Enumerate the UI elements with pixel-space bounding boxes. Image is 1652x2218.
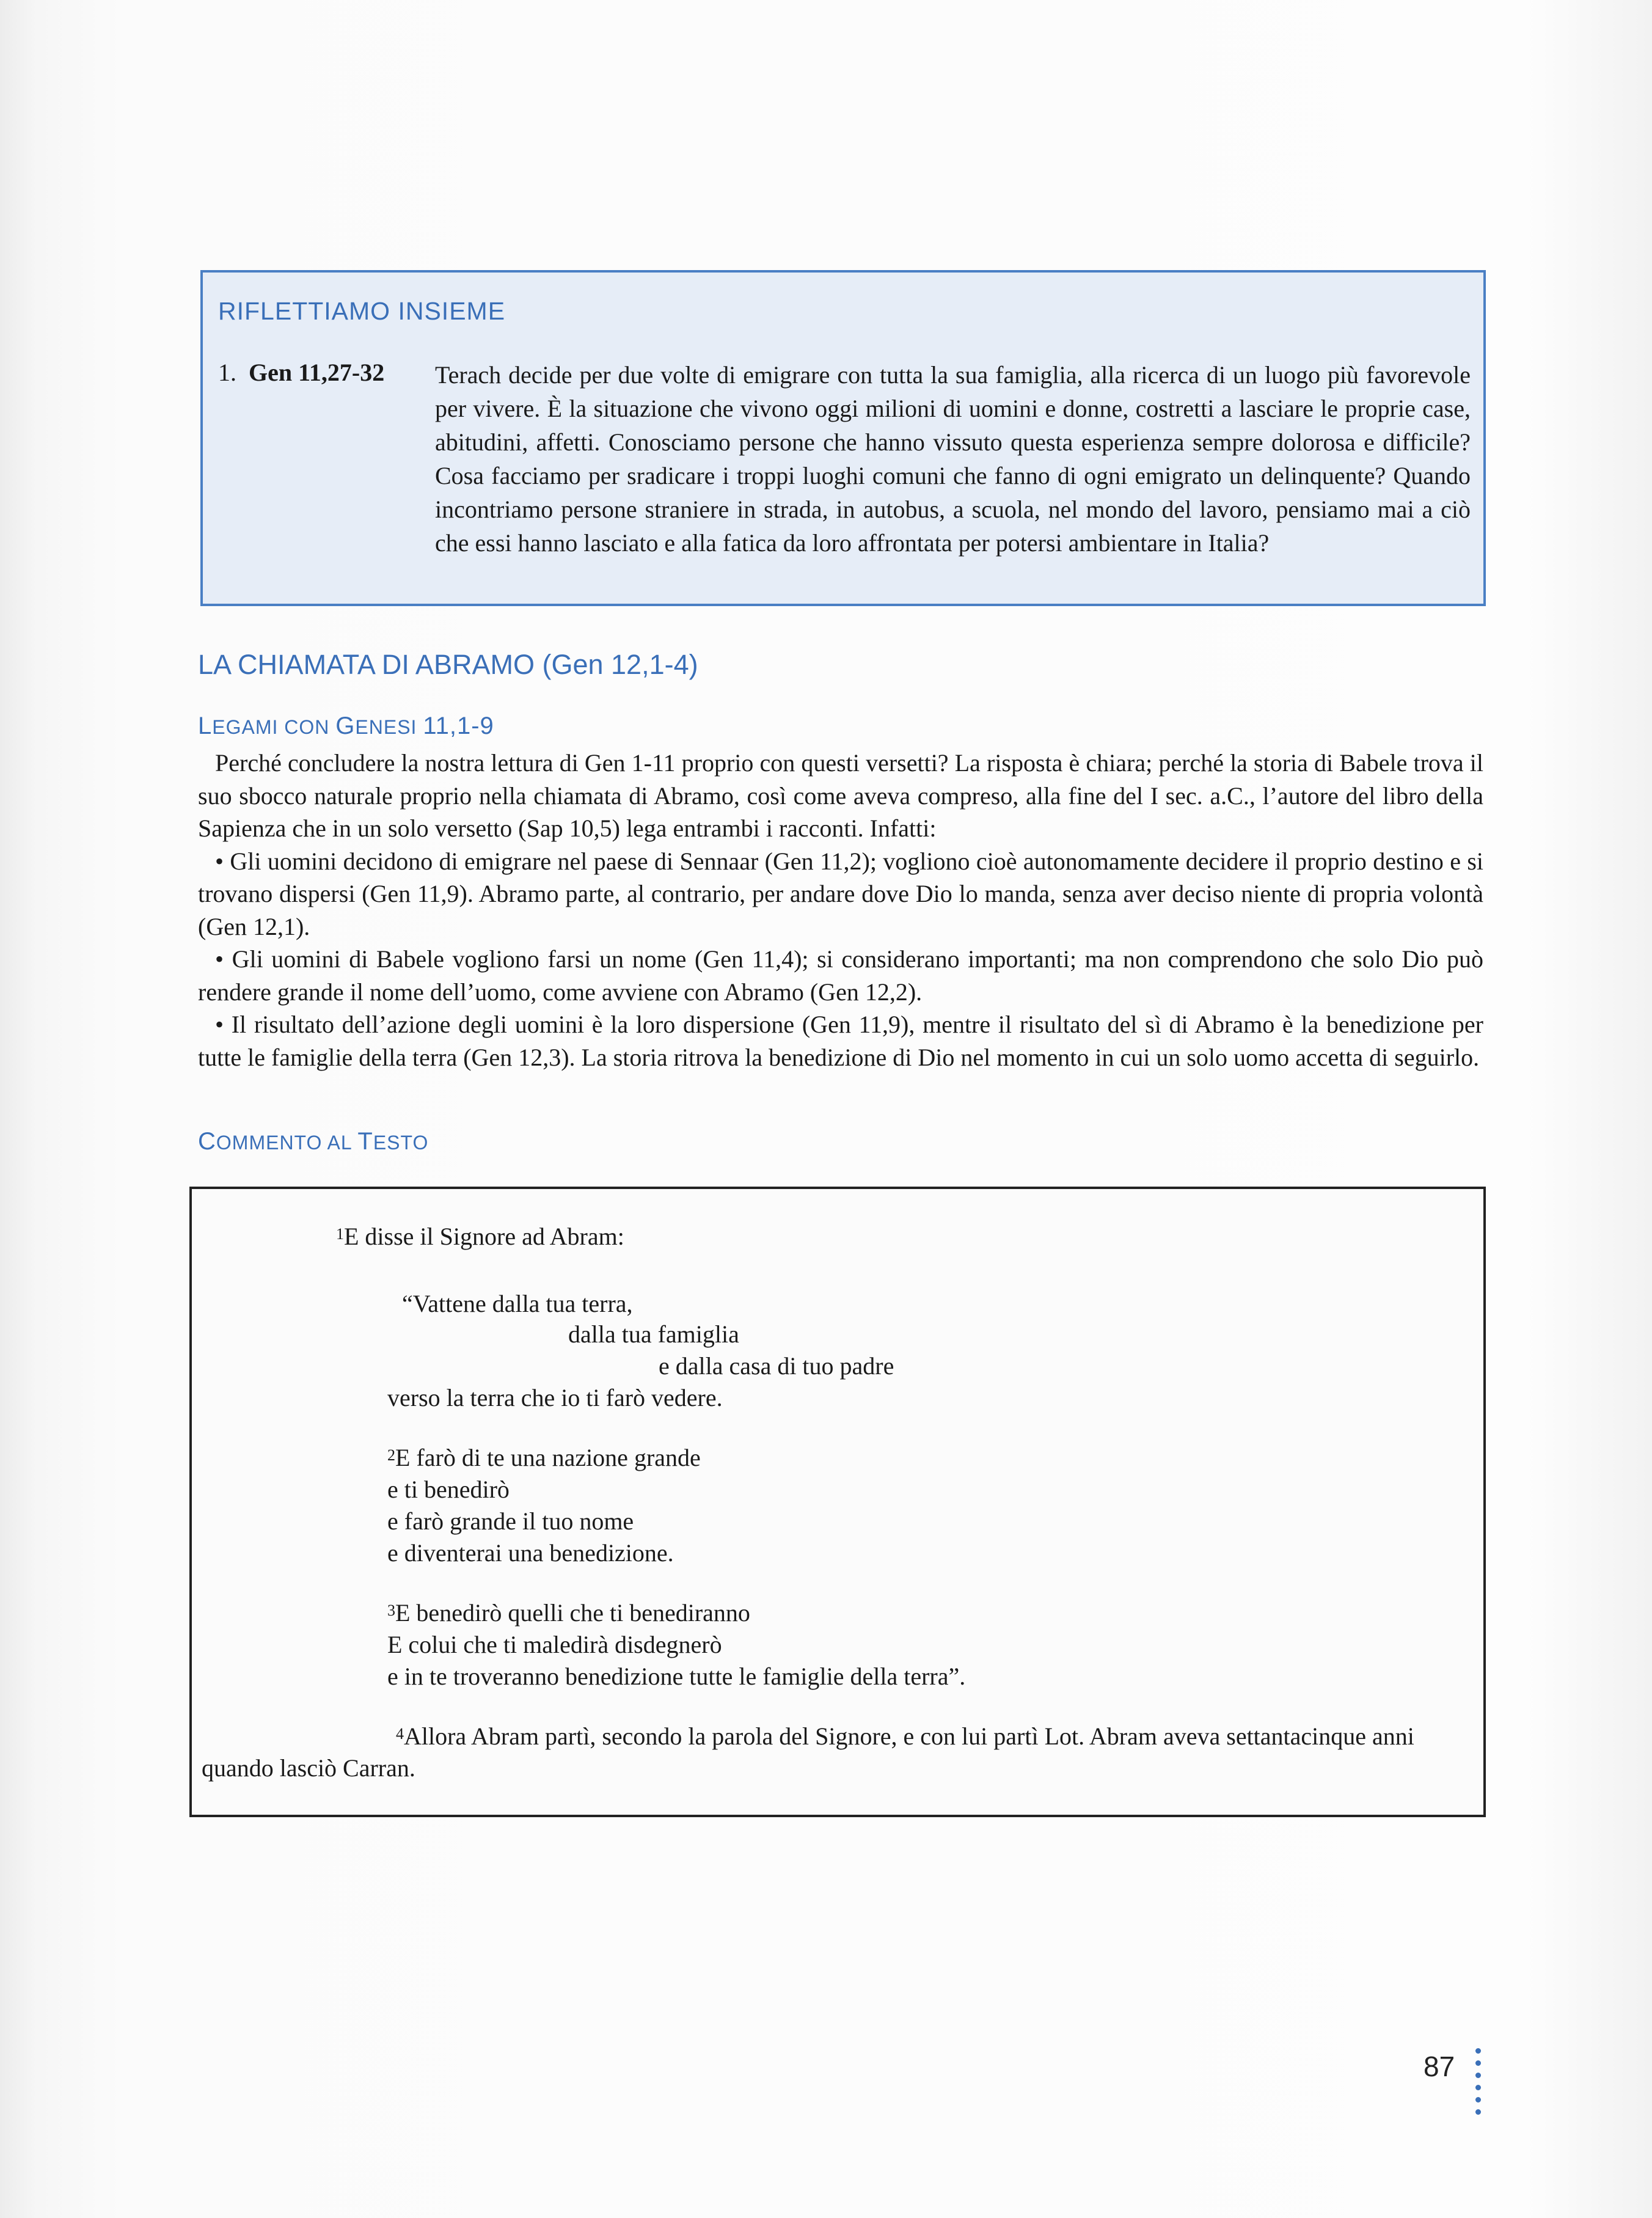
verse-1-intro: $^1$E disse il Signore ad Abram: <box>336 1223 624 1250</box>
subhead-legami-ref: 11,1-9 <box>423 712 494 739</box>
verse-2-line-3: e farò grande il tuo nome <box>387 1507 634 1535</box>
verse-3-line-3: e in te troveranno benedizione tutte le famiglie della terra”. <box>387 1663 966 1690</box>
verse-3-line-1: $^3$E benedirò quelli che ti benediranno <box>387 1599 750 1627</box>
body-text <box>198 747 1483 1074</box>
paragraph: Perché concludere la nostra lettura di Gen 1-11 proprio con questi versetti? La risposta è chiara; perché la storia di Babele trova il suo sbocco naturale proprio nella chiamata di Abramo, così come aveva compreso, alla fine del I sec. a.C., l’autore del libro della Sapienza che in un solo versetto (Sap 10,5) lega entrambi i racconti. Infatti: <box>198 749 1483 842</box>
verse-number: 1 <box>336 1225 344 1243</box>
verse-4-line-2: quando lasciò Carran. <box>202 1754 415 1782</box>
paragraph: • Gli uomini decidono di emigrare nel paese di Sennaar (Gen 11,2); vogliono cioè autonomamente decidere il proprio destino e si trovano dispersi (Gen 11,9). Abramo parte, al contrario, per andare dove Dio lo manda, senza aver deciso niente di propria volontà (Gen 12,1). <box>198 847 1483 940</box>
verse-1-line-3: e dalla casa di tuo padre <box>659 1352 894 1380</box>
verse-1-line-1: “Vattene dalla tua terra, <box>402 1290 633 1317</box>
item-text: Terach decide per due volte di emigrare con tutta la sua famiglia, alla ricerca di un luogo più favorevole per vivere. È la situazione che vivono oggi milioni di uomini e donne, costretti a lasciare le proprie case, abitudini, affetti. Conosciamo persone che hanno vissuto questa esperienza sempre dolorosa e difficile? Cosa facciamo per sradicare i troppi luoghi comuni che fanno di ogni emigrato un delinquente? Quando incontriamo persone straniere in strada, in autobus, a scuola, nel mondo del lavoro, pensiamo mai a ciò che essi hanno lasciato e alla fatica da loro affrontata per potersi ambientare in Italia? <box>435 361 1471 557</box>
verse-4-line-1: $^4$Allora Abram partì, secondo la parola del Signore, e con lui partì Lot. Abram aveva settantacinque anni <box>396 1722 1414 1750</box>
subhead-legami-part2: ENESI <box>355 716 423 738</box>
subhead-legami-initial-l: L <box>198 712 213 739</box>
subhead-commento-initial-c: C <box>198 1128 216 1155</box>
verse-number: 4 <box>396 1725 404 1743</box>
subhead-commento-part2: ESTO <box>373 1132 429 1154</box>
subhead-legami-initial-g: G <box>335 712 356 739</box>
paragraph: • Gli uomini di Babele vogliono farsi un nome (Gen 11,4); si considerano importanti; ma non comprendono che solo Dio può rendere grande il nome dell’uomo, come avviene con Abramo (Gen 12,2). <box>198 945 1483 1006</box>
subhead-legami <box>198 712 494 740</box>
verse-number: 2 <box>387 1446 395 1464</box>
verse-2-line-1: $^2$E farò di te una nazione grande <box>387 1444 701 1471</box>
verse-1-line-4: verso la terra che io ti farò vedere. <box>387 1384 723 1411</box>
item-reference: Gen 11,27-32 <box>249 359 385 386</box>
subhead-commento-initial-t: T <box>357 1128 373 1155</box>
verse-number: 3 <box>387 1601 395 1619</box>
scripture-box <box>189 1187 1486 1817</box>
section-title: LA CHIAMATA DI ABRAMO (Gen 12,1-4) <box>198 649 698 680</box>
riflettiamo-header: RIFLETTIAMO INSIEME <box>218 297 506 325</box>
riflettiamo-box <box>200 270 1486 606</box>
verse-1-line-2: dalla tua famiglia <box>568 1320 739 1348</box>
page-dots <box>1475 2048 1483 2121</box>
page-number: 87 <box>1424 2051 1455 2082</box>
subhead-legami-part1: EGAMI CON <box>212 716 336 738</box>
subhead-commento-part1: OMMENTO AL <box>216 1132 358 1154</box>
item-number: 1. <box>218 359 236 386</box>
verse-3-line-2: E colui che ti maledirà disdegnerò <box>387 1631 722 1658</box>
verse-2-line-4: e diventerai una benedizione. <box>387 1539 674 1567</box>
verse-2-line-2: e ti benedirò <box>387 1476 510 1503</box>
paragraph: • Il risultato dell’azione degli uomini è la loro dispersione (Gen 11,9), mentre il risultato del sì di Abramo è la benedizione per tutte le famiglie della terra (Gen 12,3). La storia ritrova la benedizione di Dio nel momento in cui un solo uomo accetta di seguirlo. <box>198 1011 1483 1071</box>
subhead-commento <box>198 1128 428 1155</box>
